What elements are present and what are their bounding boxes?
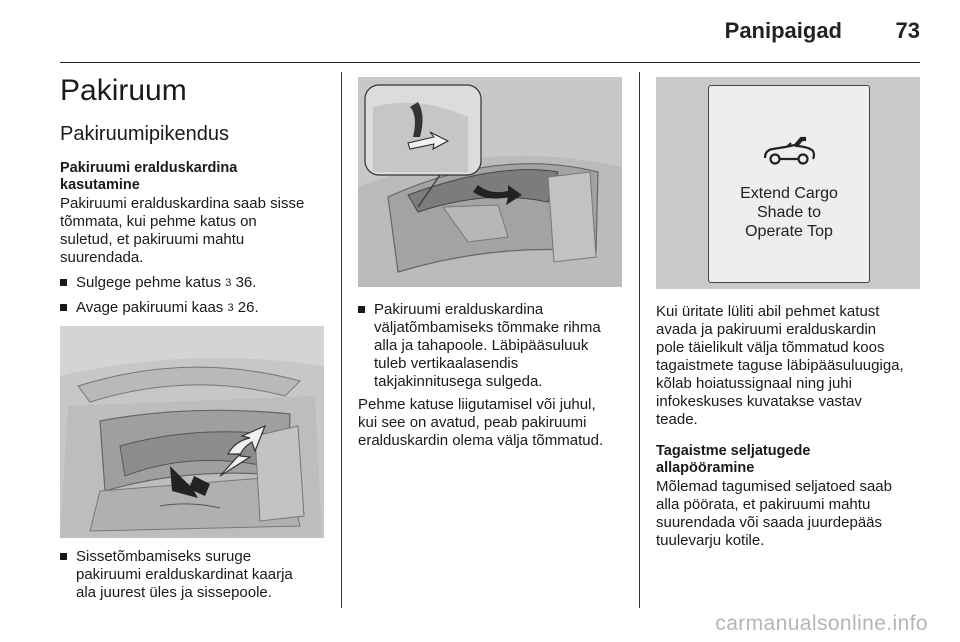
intro-paragraph (60, 195, 328, 267)
seatback-paragraph (656, 478, 924, 550)
convertible-car-icon (761, 134, 817, 168)
roof-paragraph (358, 396, 624, 450)
bullet-text: tuleb vertikaalasendis (374, 355, 519, 372)
trunk-figure-pull-out (358, 77, 622, 287)
bullet-close-roof (60, 274, 328, 292)
cross-reference-link[interactable] (227, 299, 258, 316)
arrow-reference-icon: 3 (225, 277, 232, 289)
bullet-push-in (60, 548, 328, 602)
text-line: suletud, et pakiruumi mahtu (60, 231, 245, 248)
reference-page: 36. (235, 274, 257, 291)
trunk-figure-push-in (60, 326, 324, 538)
subheading-line: Tagaistme seljatugede (656, 443, 811, 459)
bullet-text: ala juurest üles ja sissepoole. (76, 584, 272, 601)
bullet-text: alla ja tahapoole. Läbipääsuluuk (374, 337, 589, 354)
text-line: tuulevarju kotile. (656, 532, 765, 549)
subheading-line: Pakiruumi eralduskardina (60, 160, 238, 176)
bullet-text: Pakiruumi eralduskardina (374, 301, 544, 318)
warning-paragraph (656, 303, 924, 429)
text-line: infokeskuses kuvatakse vastav (656, 393, 862, 410)
bullet-text: takjakinnitusega sulgeda. (374, 373, 543, 390)
column-2 (358, 72, 624, 450)
text-line: pole täielikult välja tõmmatud koos (656, 339, 885, 356)
display-line: Extend Cargo (740, 185, 838, 202)
text-line: eralduskardin olema välja tõmmatud. (358, 432, 604, 449)
text-line: avada ja pakiruumi eralduskardin (656, 321, 877, 338)
bullet-text: Avage pakiruumi kaas (76, 299, 224, 316)
bullet-square-icon (358, 306, 365, 313)
column-divider-2 (639, 72, 640, 608)
bullet-square-icon (60, 553, 67, 560)
bullet-pull-out (358, 301, 624, 391)
bullet-text: Sulgege pehme katus (76, 274, 222, 291)
text-line: alla pöörata, et pakiruumi mahtu (656, 496, 871, 513)
trunk-illustration (60, 326, 324, 538)
bullet-open-lid (60, 299, 328, 317)
text-line: Kui üritate lüliti abil pehmet katust (656, 303, 880, 320)
section-subtitle: Pakiruumipikendus (60, 123, 229, 145)
subheading-seatbacks (656, 443, 924, 477)
cross-reference-link[interactable] (225, 274, 256, 291)
display-line: Shade to (756, 204, 822, 221)
arrow-reference-icon: 3 (227, 302, 234, 314)
section-title: Panipaigad (724, 18, 842, 43)
text-line: suurendada või saada juurdepääs (656, 514, 883, 531)
text-line: Pakiruumi eralduskardina saab sisse (60, 195, 305, 212)
column-1 (60, 72, 328, 602)
bullet-square-icon (60, 304, 67, 311)
display-message-figure (656, 77, 920, 289)
page-header (60, 0, 920, 63)
text-line: kõlab hoiatussignaal ning juhi (656, 375, 852, 392)
column-3 (656, 72, 924, 550)
subheading-line: kasutamine (60, 177, 140, 193)
trunk-illustration-detail (358, 77, 622, 287)
text-line: Pehme katuse liigutamisel või juhul, (358, 396, 596, 413)
text-line: Mõlemad tagumised seljatoed saab (656, 478, 892, 495)
reference-page: 26. (237, 299, 259, 316)
page-number: 73 (895, 18, 920, 43)
watermark: carmanualsonline.info (715, 612, 928, 635)
text-line: suurendada. (60, 249, 144, 266)
display-line: Operate Top (745, 223, 833, 240)
subheading-line: allapööramine (656, 460, 755, 476)
bullet-text: pakiruumi eralduskardinat kaarja (76, 566, 293, 583)
column-divider-1 (341, 72, 342, 608)
text-line: tagaistmete taguse läbipääsuluugiga, (656, 357, 904, 374)
text-line: tõmmata, kui pehme katus on (60, 213, 257, 230)
bullet-text: Sissetõmbamiseks suruge (76, 548, 252, 565)
display-message (709, 184, 869, 241)
bullet-square-icon (60, 279, 67, 286)
chapter-title: Pakiruum (60, 74, 187, 107)
text-line: kui see on avatud, peab pakiruumi (358, 414, 587, 431)
text-line: teade. (656, 411, 698, 428)
subheading (60, 160, 328, 194)
info-display-panel (708, 85, 870, 283)
bullet-text: väljatõmbamiseks tõmmake rihma (374, 319, 601, 336)
